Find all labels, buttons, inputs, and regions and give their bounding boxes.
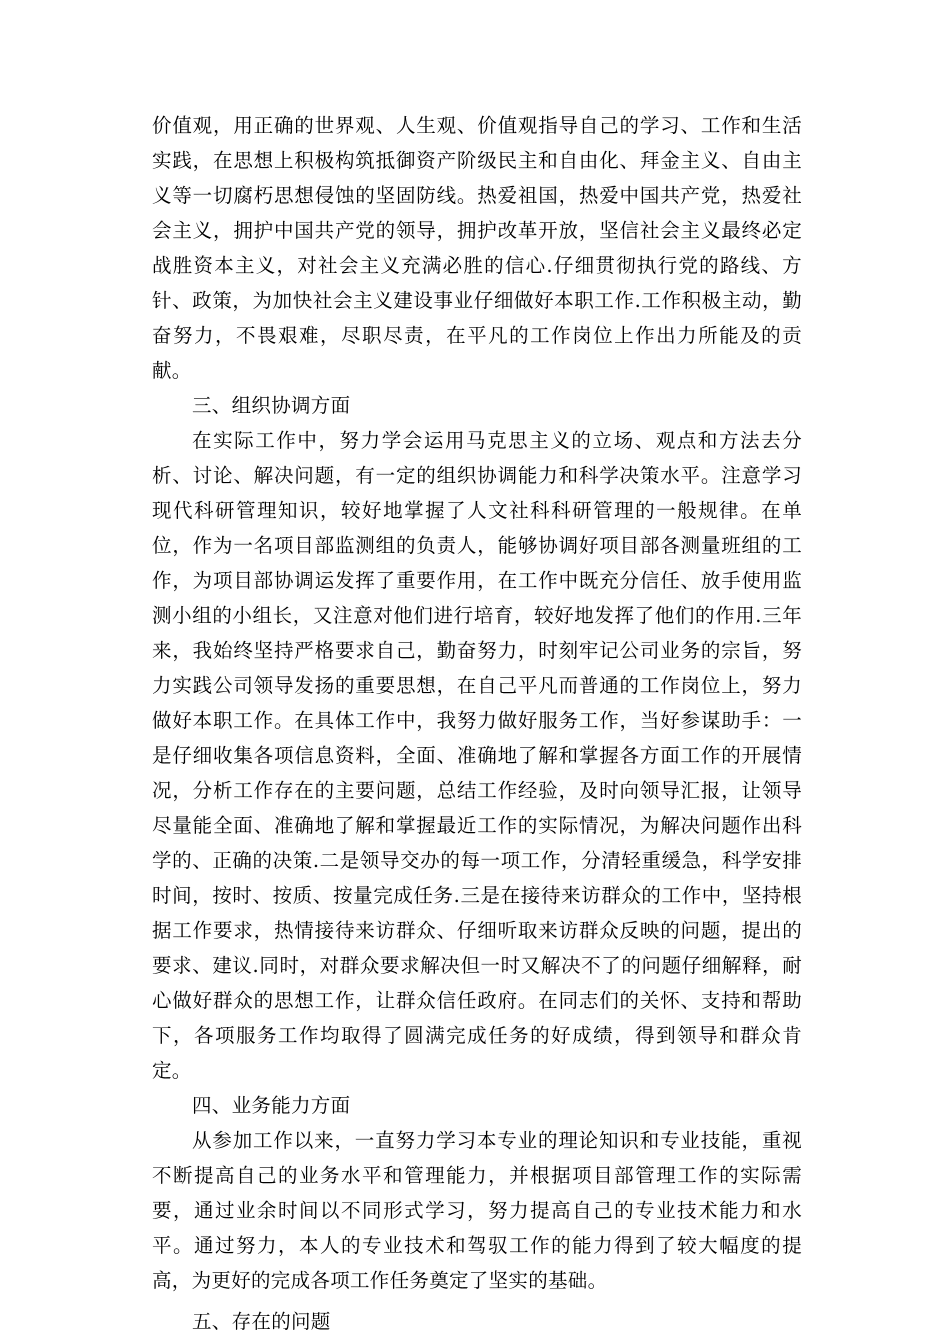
document-page	[152, 108, 802, 1339]
heading-existing-problems: 五、存在的问题	[192, 1310, 331, 1333]
paragraph-organization-coordination: 在实际工作中，努力学会运用马克思主义的立场、观点和方法去分析、讨论、解决问题，有一定的组织协调能力和科学决策水平。注意学习现代科研管理知识，较好地掌握了人文社科科研管理的一般规律。在单位，作为一名项目部监测组的负责人，能够协调好项目部各测量班组的工作，为项目部协调运发挥了重要作用，在工作中既充分信任、放手使用监测小组的小组长，又注意对他们进行培育，较好地发挥了他们的作用.三年来，我始终坚持严格要求自己，勤奋努力，时刻牢记公司业务的宗旨，努力实践公司领导发扬的重要思想，在自己平凡而普通的工作岗位上，努力做好本职工作。在具体工作中，我努力做好服务工作，当好参谋助手：一是仔细收集各项信息资料，全面、准确地了解和掌握各方面工作的开展情况，分析工作存在的主要问题，总结工作经验，及时向领导汇报，让领导尽量能全面、准确地了解和掌握最近工作的实际情况，为解决问题作出科学的、正确的决策.二是领导交办的每一项工作，分清轻重缓急，科学安排时间，按时、按质、按量完成任务.三是在接待来访群众的工作中，坚持根据工作要求，热情接待来访群众、仔细听取来访群众反映的问题，提出的要求、建议.同时，对群众要求解决但一时又解决不了的问题仔细解释，耐心做好群众的思想工作，让群众信任政府。在同志们的关怀、支持和帮助下，各项服务工作均取得了圆满完成任务的好成绩，得到领导和群众肯定。	[152, 429, 802, 1082]
paragraph-business-ability: 从参加工作以来，一直努力学习本专业的理论知识和专业技能，重视不断提高自己的业务水平和管理能力，并根据项目部管理工作的实际需要，通过业余时间以不同形式学习，努力提高自己的专业技术能力和水平。通过努力，本人的专业技术和驾驭工作的能力得到了较大幅度的提高，为更好的完成各项工作任务奠定了坚实的基础。	[152, 1129, 802, 1292]
heading-business-ability: 四、业务能力方面	[192, 1094, 351, 1117]
paragraph-values: 价值观，用正确的世界观、人生观、价值观指导自己的学习、工作和生活实践，在思想上积极构筑抵御资产阶级民主和自由化、拜金主义、自由主义等一切腐朽思想侵蚀的坚固防线。热爱祖国，热爱中国共产党，热爱社会主义，拥护中国共产党的领导，拥护改革开放，坚信社会主义最终必定战胜资本主义，对社会主义充满必胜的信心.仔细贯彻执行党的路线、方针、政策，为加快社会主义建设事业仔细做好本职工作.工作积极主动，勤奋努力，不畏艰难，尽职尽责，在平凡的工作岗位上作出力所能及的贡献。	[152, 114, 802, 382]
heading-organization-coordination: 三、组织协调方面	[192, 394, 351, 417]
